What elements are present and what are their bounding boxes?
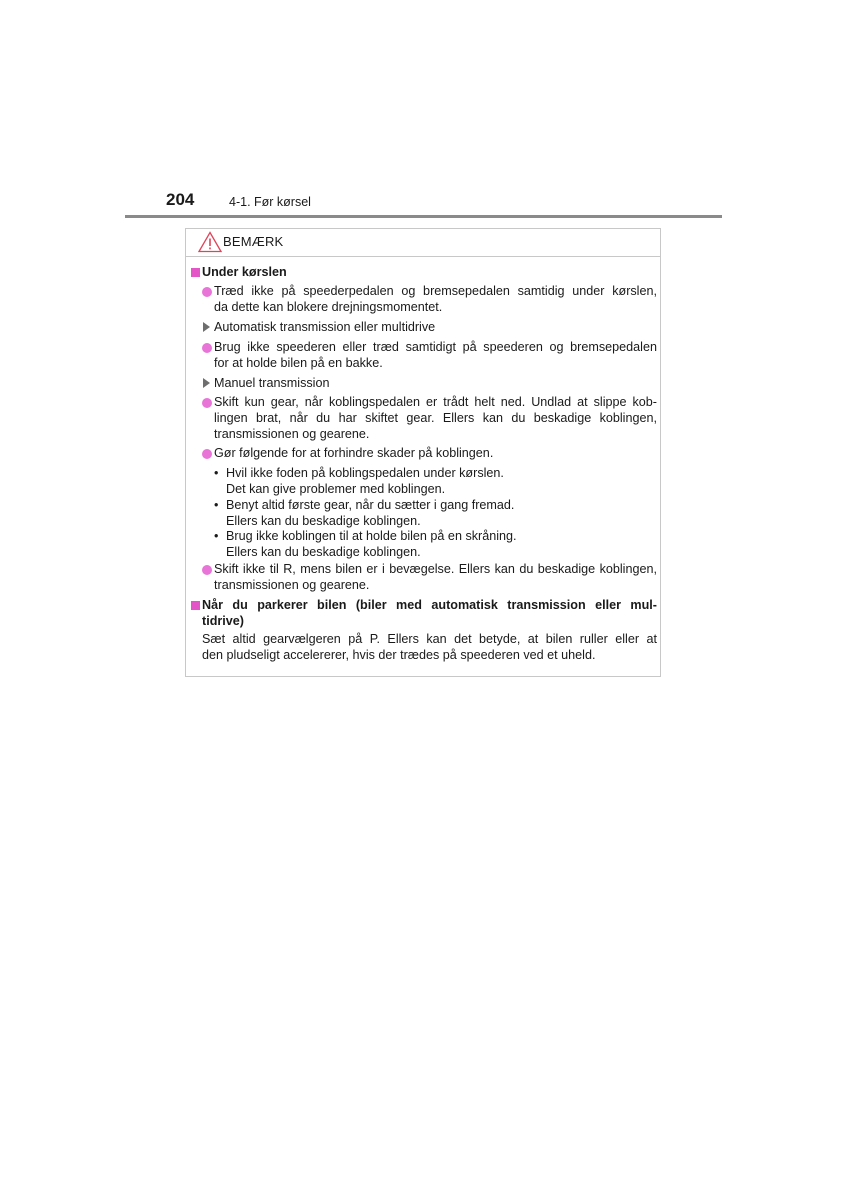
item-line: Træd ikke på speederpedalen og bremsepedalen samtidig under kørslen,: [214, 284, 657, 298]
bullet-line: Det kan give problemer med koblingen.: [226, 482, 446, 496]
item-line: transmissionen og gearene.: [214, 578, 370, 592]
section-heading: tidrive): [202, 614, 244, 628]
item-line: lingen brat, når du har skiftet gear. Ellers kan du beskadige koblingen,: [214, 411, 657, 425]
pink-bullet-icon: [202, 287, 212, 297]
bullet-line: Ellers kan du beskadige koblingen.: [226, 545, 421, 559]
body-line: Sæt altid gearvælgeren på P. Ellers kan det betyde, at bilen ruller eller at: [202, 632, 657, 646]
item-line: Skift kun gear, når koblingspedalen er trådt helt ned. Undlad at slippe kob-: [214, 395, 657, 409]
bullet-line: Benyt altid første gear, når du sætter i gang fremad.: [226, 498, 515, 512]
bullet-dot-icon: •: [214, 466, 219, 480]
bullet-dot-icon: •: [214, 498, 219, 512]
notice-header: [186, 229, 660, 257]
section-square-icon: [191, 268, 200, 277]
item-line: Gør følgende for at forhindre skader på koblingen.: [214, 446, 494, 460]
pink-bullet-icon: [202, 398, 212, 408]
warning-icon: [198, 231, 222, 253]
pink-bullet-icon: [202, 449, 212, 459]
body-line: den pludseligt accelererer, hvis der trædes på speederen ved et uheld.: [202, 648, 596, 662]
page-number: 204: [166, 190, 195, 209]
item-line: transmissionen og gearene.: [214, 427, 370, 441]
header-rule: [125, 215, 722, 218]
item-line: Brug ikke speederen eller træd samtidigt på speederen og bremsepedalen: [214, 340, 657, 354]
pink-bullet-icon: [202, 565, 212, 575]
triangle-marker-icon: [203, 322, 210, 332]
subheading: Manuel transmission: [214, 376, 330, 390]
bullet-line: Ellers kan du beskadige koblingen.: [226, 514, 421, 528]
bullet-dot-icon: •: [214, 529, 219, 543]
item-line: da dette kan blokere drejningsmomentet.: [214, 300, 443, 314]
pink-bullet-icon: [202, 343, 212, 353]
section-heading: Når du parkerer bilen (biler med automatisk transmission eller mul-: [202, 598, 657, 612]
bullet-line: Brug ikke koblingen til at holde bilen på en skråning.: [226, 529, 517, 543]
subheading: Automatisk transmission eller multidrive: [214, 320, 436, 334]
bullet-line: Hvil ikke foden på koblingspedalen under kørslen.: [226, 466, 504, 480]
notice-label: BEMÆRK: [223, 234, 284, 249]
triangle-marker-icon: [203, 378, 210, 388]
item-line: Skift ikke til R, mens bilen er i bevægelse. Ellers kan du beskadige koblingen,: [214, 562, 657, 576]
section-heading: Under kørslen: [202, 265, 287, 279]
item-line: for at holde bilen på en bakke.: [214, 356, 383, 370]
section-title: 4-1. Før kørsel: [229, 195, 311, 209]
section-square-icon: [191, 601, 200, 610]
